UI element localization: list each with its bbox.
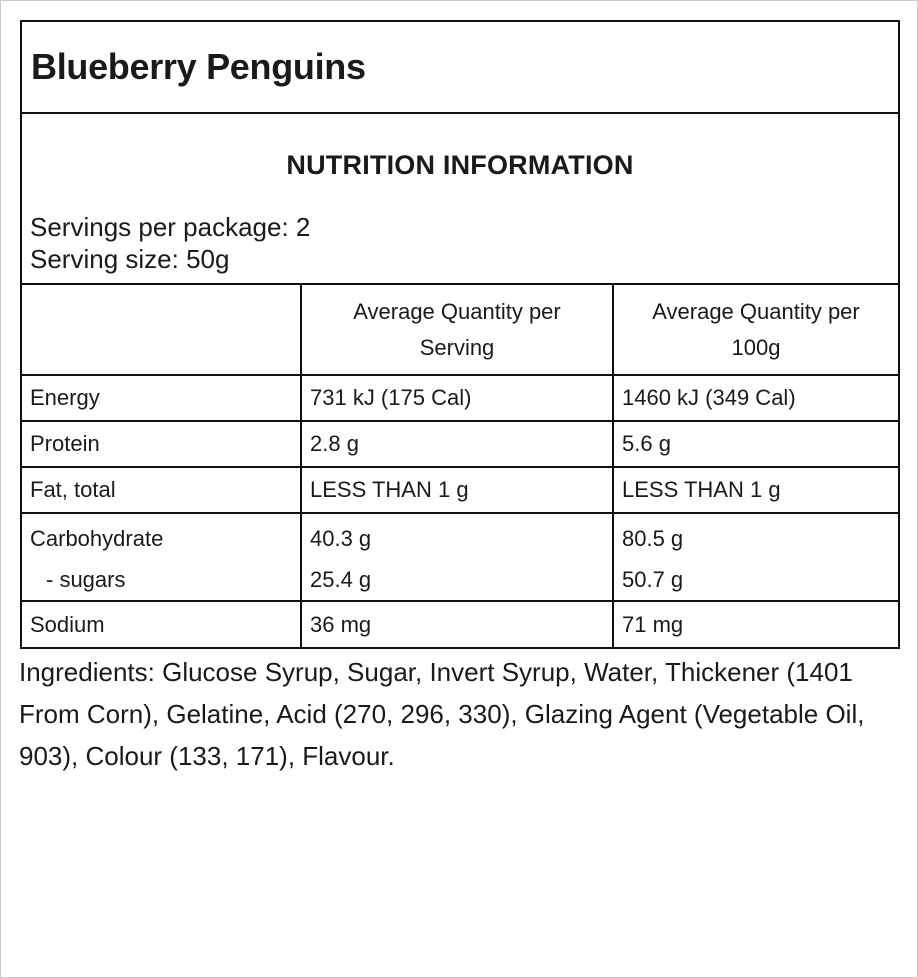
title-bar <box>22 22 898 114</box>
table-row <box>22 559 898 601</box>
nutrient-label: Sodium <box>30 611 105 637</box>
sugars-label: - sugars <box>46 566 126 592</box>
per-100g-value: LESS THAN 1 g <box>613 467 898 513</box>
per-serving-value: LESS THAN 1 g <box>301 467 613 513</box>
per-100g-value: 80.5 g <box>613 513 898 559</box>
table-row <box>22 513 898 559</box>
nutrition-heading: NUTRITION INFORMATION <box>286 150 634 180</box>
per-100g-value: 71 mg <box>613 601 898 647</box>
nutrient-label: Carbohydrate <box>30 525 164 551</box>
servings-per-package: Servings per package: 2 <box>30 212 311 242</box>
column-header-per-serving: Average Quantity per Serving <box>301 285 613 375</box>
nutrient-label: Protein <box>22 421 301 467</box>
table-row <box>22 467 898 513</box>
ingredients-text: Ingredients: Glucose Syrup, Sugar, Invert Syrup, Water, Thickener (1401 From Corn), Gelatine, Acid (270, 296, 330), Glazing Agent (Vegetable Oil, 903), Colour (133, 171), Flavour. <box>19 657 865 771</box>
table-row <box>22 375 898 421</box>
per-serving-value: 25.4 g <box>301 559 613 601</box>
nutrition-panel <box>20 20 900 649</box>
serving-size: Serving size: 50g <box>30 244 230 274</box>
nutrient-label: Fat, total <box>22 467 301 513</box>
table-row <box>22 421 898 467</box>
product-title: Blueberry Penguins <box>31 46 366 87</box>
nutrient-sublabel <box>22 559 301 601</box>
per-serving-value: 2.8 g <box>301 421 613 467</box>
column-header-per-100g: Average Quantity per 100g <box>613 285 898 375</box>
nutrition-info-block <box>22 114 898 285</box>
per-100g-value: 1460 kJ (349 Cal) <box>613 375 898 421</box>
column-header-nutrient <box>22 285 301 375</box>
per-serving-value: 731 kJ (175 Cal) <box>301 375 613 421</box>
nutrition-table <box>22 285 898 647</box>
per-serving-value: 36 mg <box>301 601 613 647</box>
nutrient-label: Energy <box>22 375 301 421</box>
per-100g-value: 50.7 g <box>613 559 898 601</box>
per-serving-value: 40.3 g <box>301 513 613 559</box>
table-header-row <box>22 285 898 375</box>
table-row <box>22 601 898 647</box>
per-100g-value: 5.6 g <box>613 421 898 467</box>
